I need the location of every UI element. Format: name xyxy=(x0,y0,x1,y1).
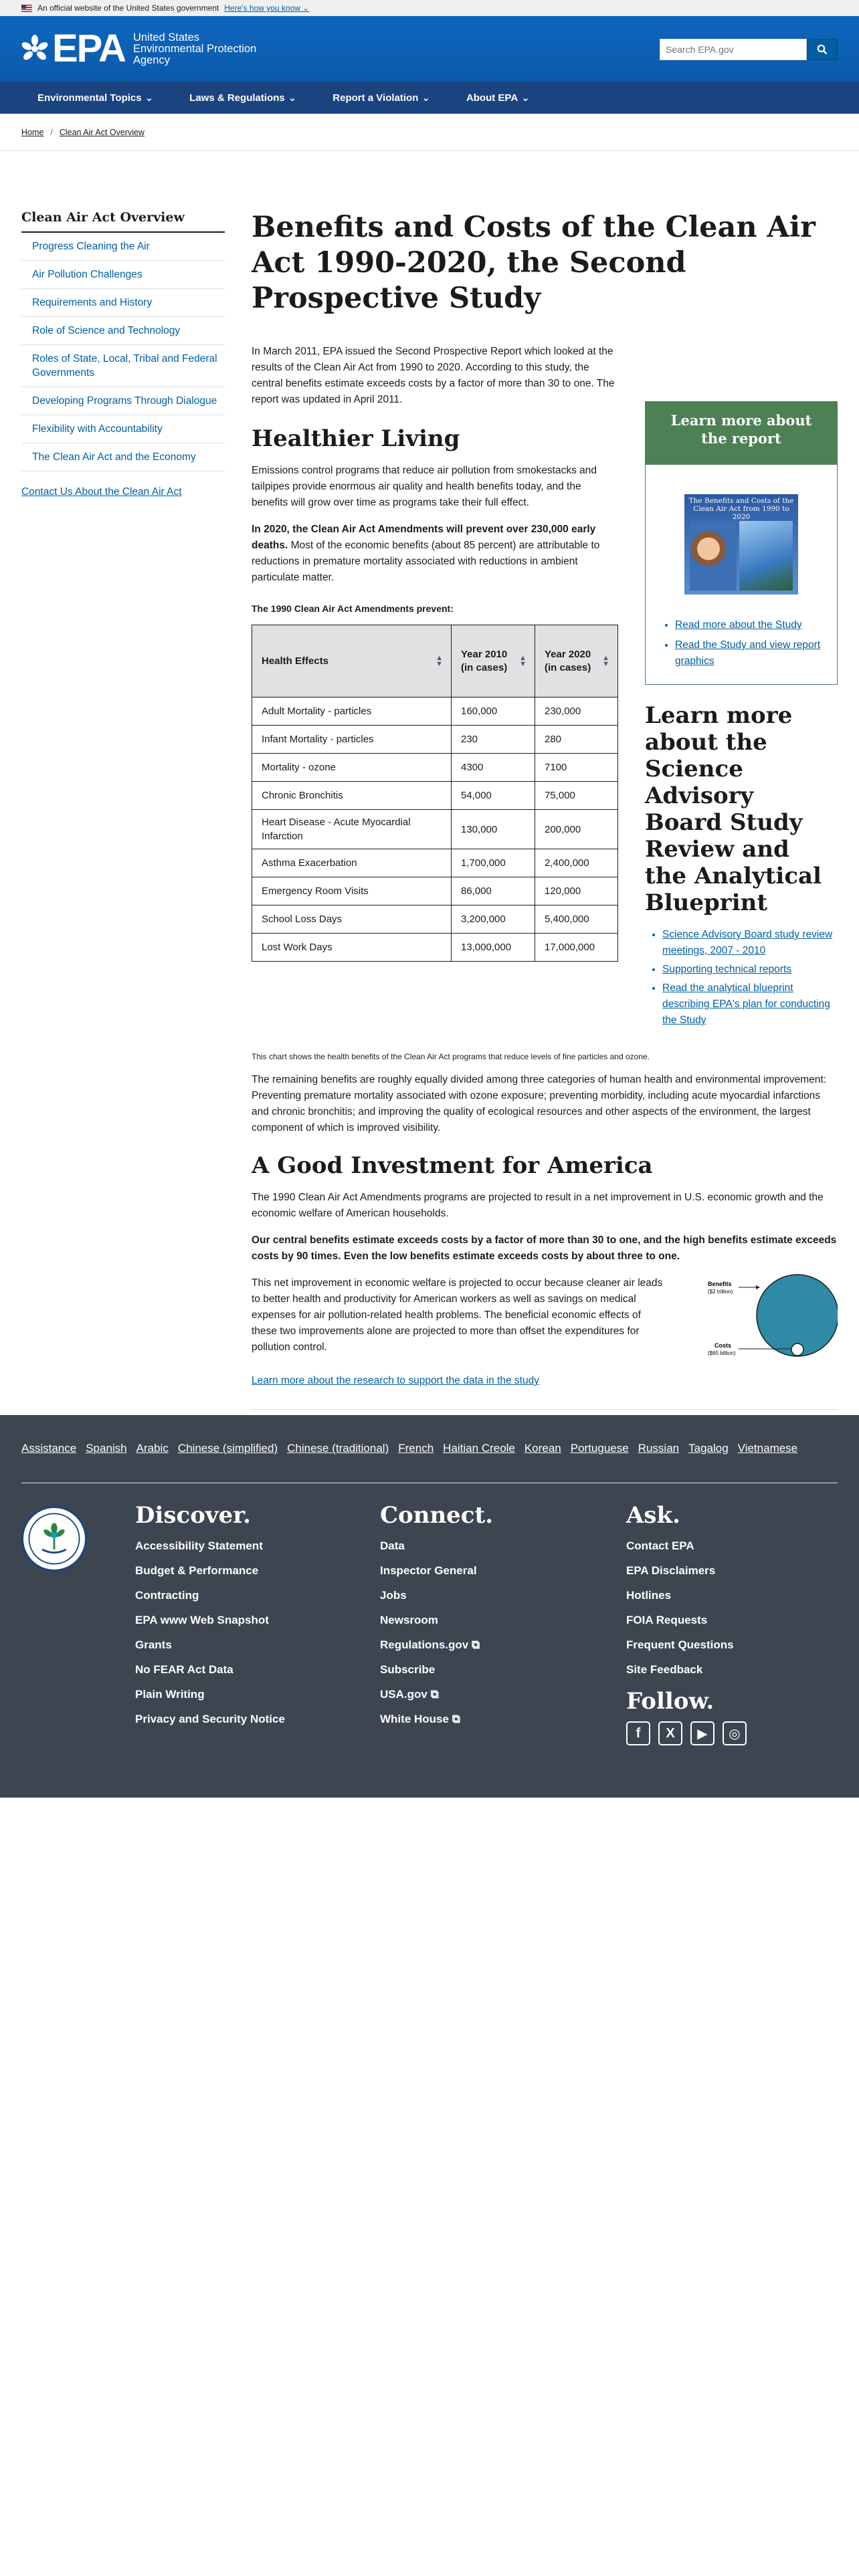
lang-arabic[interactable]: Arabic xyxy=(136,1442,169,1455)
lang-portuguese[interactable]: Portuguese xyxy=(570,1442,629,1455)
discover-heading: Discover. xyxy=(135,1502,251,1529)
benefits-costs-bubble-chart xyxy=(706,1271,838,1365)
footer-link[interactable]: EPA Disclaimers xyxy=(626,1564,716,1577)
investment-row xyxy=(252,1275,838,1362)
chevron-down-icon: ⌄ xyxy=(288,92,297,104)
table-row xyxy=(252,877,618,905)
lang-vietnamese[interactable]: Vietnamese xyxy=(737,1442,798,1455)
footer-link[interactable]: Contact EPA xyxy=(626,1539,694,1552)
footer-link[interactable]: No FEAR Act Data xyxy=(135,1663,233,1676)
epa-flower-icon xyxy=(21,34,48,64)
sidebar-item[interactable]: Requirements and History xyxy=(21,289,225,317)
sidebar-item[interactable]: Flexibility with Accountability xyxy=(21,415,225,443)
search-input[interactable] xyxy=(660,39,807,60)
footer-link[interactable]: Plain Writing xyxy=(135,1688,205,1701)
sab-section xyxy=(645,702,838,1031)
footer-link[interactable]: Jobs xyxy=(380,1589,407,1602)
year-2020-cell: 75,000 xyxy=(535,782,618,810)
column-header-2010[interactable]: Year 2010 (in cases) ▲ ▼ xyxy=(452,625,535,697)
table-row xyxy=(252,905,618,934)
sab-link-technical-reports[interactable]: • Supporting technical reports xyxy=(662,962,838,978)
footer-link[interactable]: USA.gov ⧉ xyxy=(380,1688,439,1701)
sab-link-blueprint[interactable]: • Read the analytical blueprint describing EPA's plan for conducting the Study xyxy=(662,980,838,1029)
sab-heading: Learn more about the Science Advisory Board Study Review and the Analytical Blueprint xyxy=(645,702,822,916)
year-2010-cell: 4300 xyxy=(452,754,535,782)
lang-tagalog[interactable]: Tagalog xyxy=(688,1442,729,1455)
healthier-paragraph-2: In 2020, the Clean Air Act Amendments will prevent over 230,000 early deaths. Most of the economic benefits (about 85 percent) are attributable to reductions in premature mortality associated with reductions in ambient particulate matter. xyxy=(252,524,600,583)
investment-heading: A Good Investment for America xyxy=(252,1152,653,1179)
external-link-icon: ⧉ xyxy=(430,1688,439,1701)
table-row xyxy=(252,726,618,754)
nav-about-epa[interactable]: About EPA ⌄ xyxy=(466,92,530,104)
instagram-icon[interactable]: ◎ xyxy=(723,1721,747,1745)
sidebar-item[interactable]: Roles of State, Local, Tribal and Federal Governments xyxy=(21,345,225,387)
breadcrumb xyxy=(0,114,859,151)
how-you-know-link[interactable]: Here's how you know ⌄ xyxy=(224,3,310,13)
year-2020-cell: 230,000 xyxy=(535,697,618,726)
footer-link[interactable]: Grants xyxy=(135,1638,172,1651)
cover-photo-landscape xyxy=(739,521,793,591)
health-effect-cell: Emergency Room Visits xyxy=(252,877,452,905)
follow-heading: Follow. xyxy=(626,1688,714,1715)
costs-label: Costs xyxy=(714,1342,732,1349)
health-effect-cell: Heart Disease - Acute Myocardial Infarction xyxy=(252,810,452,849)
sidebar xyxy=(21,210,225,498)
ask-heading: Ask. xyxy=(626,1502,680,1529)
health-effect-cell: Asthma Exacerbation xyxy=(252,849,452,877)
sab-link-meetings[interactable]: • Science Advisory Board study review meetings, 2007 - 2010 xyxy=(662,927,838,959)
external-link-icon: ⧉ xyxy=(452,1713,460,1725)
lang-chinese-simplified[interactable]: Chinese (simplified) xyxy=(177,1442,278,1455)
footer-link[interactable]: Privacy and Security Notice xyxy=(135,1713,285,1725)
chevron-down-icon: ⌄ xyxy=(145,92,154,104)
footer-link[interactable]: Accessibility Statement xyxy=(135,1539,263,1552)
investment-paragraph-3: This net improvement in economic welfare is projected to occur because cleaner air leads to better health and productivity for American workers as well as savings on medical expenses for air pollution-related health problems. The beneficial economic effects of these two improvements alone are projected to more than offset the expenditures for pollution control. xyxy=(252,1277,663,1353)
sidebar-item[interactable]: Role of Science and Technology xyxy=(21,317,225,345)
sidebar-title: Clean Air Act Overview xyxy=(21,210,225,233)
main-column xyxy=(252,344,618,962)
year-2010-cell: 130,000 xyxy=(452,810,535,849)
report-box-heading: Learn more about the report xyxy=(646,402,837,465)
site-footer xyxy=(0,1415,859,1798)
table-row xyxy=(252,849,618,877)
table-row xyxy=(252,934,618,962)
report-link-view-graphics[interactable]: • Read the Study and view report graphics xyxy=(675,637,837,669)
benefits-label: Benefits xyxy=(708,1281,732,1287)
footer-link[interactable]: Subscribe xyxy=(380,1663,436,1676)
year-2010-cell: 54,000 xyxy=(452,782,535,810)
healthier-paragraph-1: Emissions control programs that reduce air pollution from smokestacks and tailpipes provide enormous air quality and health benefits today, and the benefits will grow over time as programs take their full effect. xyxy=(252,465,597,508)
youtube-icon[interactable]: ▶ xyxy=(690,1721,714,1745)
facebook-icon[interactable]: f xyxy=(626,1721,650,1745)
main-content xyxy=(252,210,838,1386)
search-icon xyxy=(817,44,828,55)
epa-seal-icon xyxy=(21,1506,87,1572)
breadcrumb-separator: / xyxy=(50,127,53,137)
footer-link[interactable]: Contracting xyxy=(135,1589,199,1602)
chevron-down-icon: ⌄ xyxy=(421,92,430,104)
footer-link[interactable]: White House ⧉ xyxy=(380,1713,460,1725)
footer-link[interactable]: Site Feedback xyxy=(626,1663,703,1676)
language-bar xyxy=(21,1442,838,1483)
health-effect-cell: School Loss Days xyxy=(252,905,452,934)
report-link-read-more[interactable]: • Read more about the Study xyxy=(675,617,837,633)
table-row xyxy=(252,697,618,726)
year-2020-cell: 17,000,000 xyxy=(535,934,618,962)
lang-french[interactable]: French xyxy=(398,1442,434,1455)
footer-link[interactable]: Hotlines xyxy=(626,1589,672,1602)
year-2020-cell: 120,000 xyxy=(535,877,618,905)
footer-link[interactable]: Regulations.gov ⧉ xyxy=(380,1638,480,1651)
sort-icon[interactable]: ▲ ▼ xyxy=(602,653,609,668)
content-area xyxy=(0,151,859,1415)
year-2010-cell: 160,000 xyxy=(452,697,535,726)
year-2010-cell: 86,000 xyxy=(452,877,535,905)
investment-paragraph-2: Our central benefits estimate exceeds costs by a factor of more than 30 to one, and the high benefits estimate exceeds costs by 90 times. Even the low benefits estimate exceeds costs by about three to one. xyxy=(252,1235,837,1262)
site-header xyxy=(0,16,859,82)
health-effect-cell: Lost Work Days xyxy=(252,934,452,962)
agency-name: United States Environmental Protection Agency xyxy=(132,31,257,66)
footer-link[interactable]: Frequent Questions xyxy=(626,1638,734,1651)
health-effects-table xyxy=(252,625,618,962)
breadcrumb-clean-air-act[interactable]: Clean Air Act Overview xyxy=(59,127,145,137)
table-caption: The 1990 Clean Air Act Amendments prevent: xyxy=(252,603,454,614)
report-cover-image[interactable] xyxy=(684,494,798,595)
benefits-value: ($2 trillion) xyxy=(708,1289,733,1295)
footer-link[interactable]: FOIA Requests xyxy=(626,1614,708,1626)
footer-link[interactable]: Budget & Performance xyxy=(135,1564,259,1577)
x-twitter-icon[interactable]: X xyxy=(658,1721,682,1745)
year-2020-cell: 200,000 xyxy=(535,810,618,849)
breadcrumb-home[interactable]: Home xyxy=(21,127,44,137)
page-title: Benefits and Costs of the Clean Air Act 1990-2020, the Second Prospective Study xyxy=(252,211,816,315)
year-2010-cell: 13,000,000 xyxy=(452,934,535,962)
cover-photo-child xyxy=(690,521,737,591)
health-effect-cell: Infant Mortality - particles xyxy=(252,726,452,754)
sidebar-item[interactable]: Progress Cleaning the Air xyxy=(21,233,225,261)
sort-icon[interactable]: ▲ ▼ xyxy=(519,653,527,668)
health-effect-cell: Mortality - ozone xyxy=(252,754,452,782)
year-2010-cell: 3,200,000 xyxy=(452,905,535,934)
report-cover-title: The Benefits and Costs of the Clean Air Act from 1990 to 2020 xyxy=(688,497,794,521)
contact-us-link[interactable]: Contact Us About the Clean Air Act xyxy=(21,486,182,498)
costs-bubble xyxy=(791,1344,803,1356)
benefits-arrowhead xyxy=(756,1285,760,1289)
search-button[interactable] xyxy=(807,39,838,60)
column-header-health-effects[interactable]: Health Effects ▲ ▼ xyxy=(252,625,452,697)
research-link-row xyxy=(252,1373,838,1389)
lang-assistance[interactable]: Assistance xyxy=(21,1442,77,1455)
report-info-box xyxy=(645,401,838,685)
chevron-down-icon: ⌄ xyxy=(521,92,530,104)
sidebar-item[interactable]: Developing Programs Through Dialogue xyxy=(21,387,225,415)
footer-link[interactable]: Inspector General xyxy=(380,1564,477,1577)
year-2010-cell: 230 xyxy=(452,726,535,754)
connect-heading: Connect. xyxy=(380,1502,494,1529)
gov-banner xyxy=(0,0,859,16)
table-row xyxy=(252,754,618,782)
footer-link[interactable]: Data xyxy=(380,1539,405,1552)
research-link[interactable]: Learn more about the research to support the data in the study xyxy=(252,1375,539,1386)
search-form xyxy=(660,39,838,60)
footer-link[interactable]: EPA www Web Snapshot xyxy=(135,1614,269,1626)
gov-banner-text: An official website of the United States government xyxy=(37,3,219,13)
footer-discover xyxy=(135,1502,356,1737)
lang-spanish[interactable]: Spanish xyxy=(86,1442,127,1455)
logo-text: EPA xyxy=(52,27,125,70)
healthier-living-heading: Healthier Living xyxy=(252,425,460,452)
year-2020-cell: 2,400,000 xyxy=(535,849,618,877)
nav-environmental-topics[interactable]: Environmental Topics ⌄ xyxy=(37,92,154,104)
external-link-icon: ⧉ xyxy=(471,1638,480,1651)
investment-paragraph-1: The 1990 Clean Air Act Amendments programs are projected to result in a net improvement in U.S. economic growth and the economic welfare of American households. xyxy=(252,1192,824,1219)
year-2020-cell: 5,400,000 xyxy=(535,905,618,934)
main-nav xyxy=(0,82,859,114)
remaining-benefits-paragraph: The remaining benefits are roughly equally divided among three categories of human health and environmental improvement: Preventing premature mortality associated with ozone exposure; preventing morbidity, including acute myocardial infarctions and chronic bronchitis; and improving the quality of ecological resources and other aspects of the environment, the largest component of which is improved visibility. xyxy=(252,1074,827,1134)
footer-link[interactable]: Newsroom xyxy=(380,1614,438,1626)
health-effect-cell: Chronic Bronchitis xyxy=(252,782,452,810)
costs-value: ($65 billion) xyxy=(708,1350,736,1356)
column-header-2020[interactable]: Year 2020 (in cases) ▲ ▼ xyxy=(535,625,618,697)
chart-note: This chart shows the health benefits of the Clean Air Act programs that reduce levels of fine particles and ozone. xyxy=(252,1052,650,1061)
sidebar-item[interactable]: The Clean Air Act and the Economy xyxy=(21,443,225,471)
year-2020-cell: 7100 xyxy=(535,754,618,782)
footer-ask xyxy=(626,1502,847,1745)
table-row xyxy=(252,810,618,849)
lang-chinese-traditional[interactable]: Chinese (traditional) xyxy=(287,1442,389,1455)
lang-haitian-creole[interactable]: Haitian Creole xyxy=(443,1442,515,1455)
lang-russian[interactable]: Russian xyxy=(638,1442,680,1455)
year-2010-cell: 1,700,000 xyxy=(452,849,535,877)
nav-laws-regulations[interactable]: Laws & Regulations ⌄ xyxy=(189,92,297,104)
year-2020-cell: 280 xyxy=(535,726,618,754)
sidebar-item[interactable]: Air Pollution Challenges xyxy=(21,261,225,289)
footer-connect xyxy=(380,1502,601,1737)
table-row xyxy=(252,782,618,810)
social-links xyxy=(626,1721,847,1745)
intro-paragraph: In March 2011, EPA issued the Second Prospective Report which looked at the results of the Clean Air Act from 1990 to 2020. According to this study, the central benefits estimate exceeds costs by a factor of more than 30 to one. The report was updated in April 2011. xyxy=(252,346,615,405)
us-flag-icon xyxy=(21,5,32,12)
epa-logo[interactable] xyxy=(21,29,256,68)
sort-icon[interactable]: ▲ ▼ xyxy=(436,653,443,668)
lang-korean[interactable]: Korean xyxy=(524,1442,561,1455)
health-effect-cell: Adult Mortality - particles xyxy=(252,697,452,726)
nav-report-violation[interactable]: Report a Violation ⌄ xyxy=(332,92,430,104)
